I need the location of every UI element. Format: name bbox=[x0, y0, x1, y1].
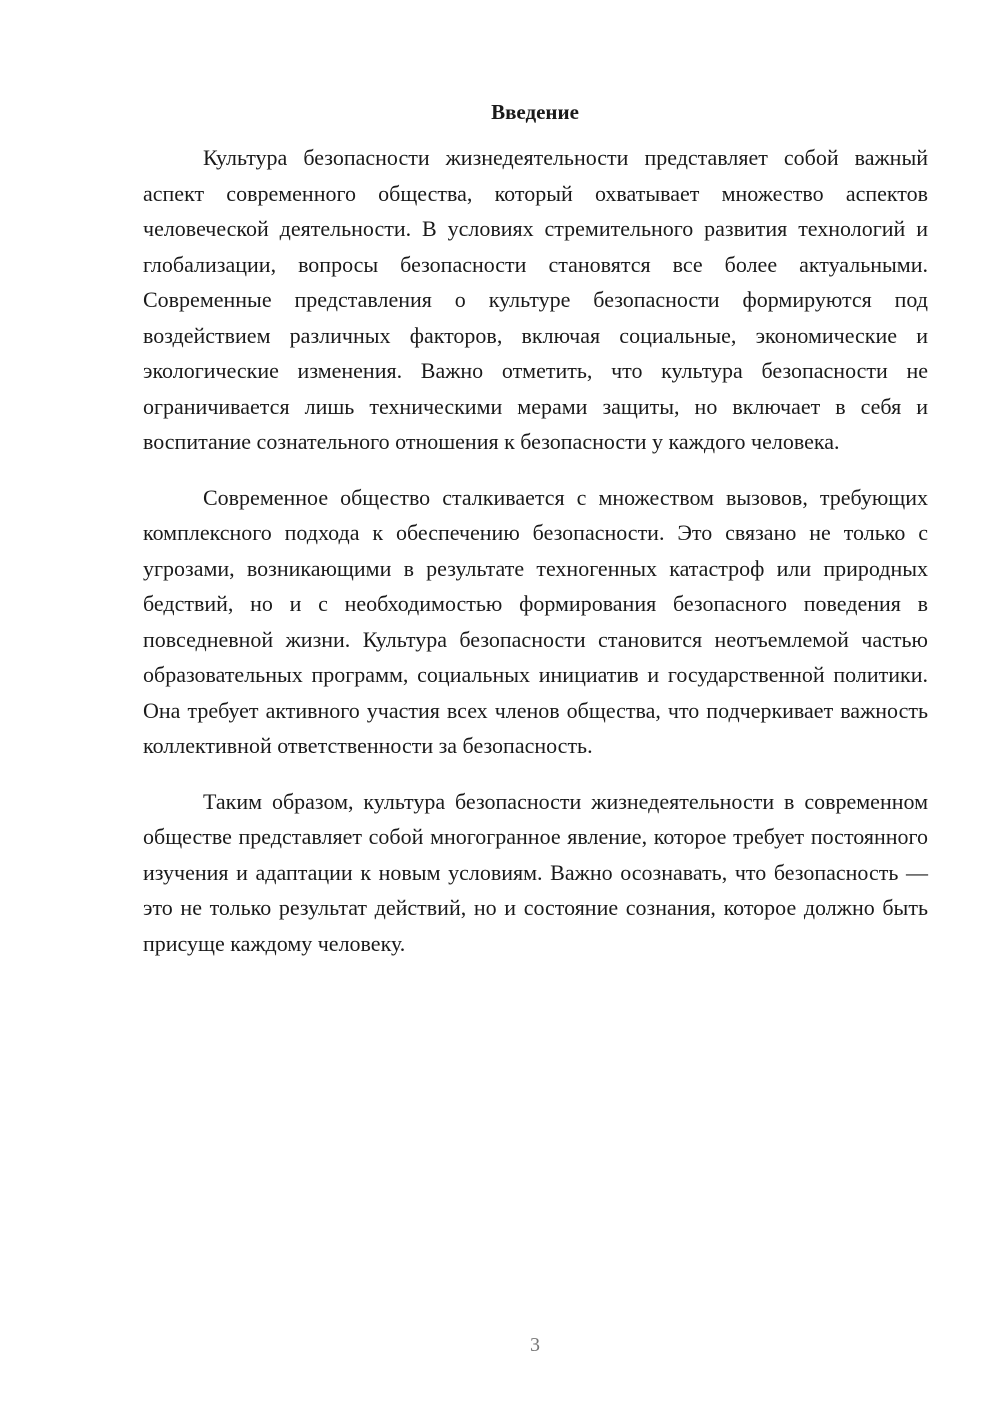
paragraph-1: Культура безопасности жизнедеятельности представляет собой важный аспект современного общества, который охватывает множество аспектов человеческой деятельности. В условиях стремительного развития технологий и глобализации, вопросы безопасности становятся все более актуальными. Современные представления о культуре безопасности формируются под воздействием различных факторов, включая социальные, экономические и экологические изменения. Важно отметить, что культура безопасности не ограничивается лишь техническими мерами защиты, но включает в себя и воспитание сознательного отношения к безопасности у каждого человека. bbox=[143, 145, 928, 454]
paragraph-2: Современное общество сталкивается с множеством вызовов, требующих комплексного подхода к обеспечению безопасности. Это связано не только с угрозами, возникающими в результате техногенных катастроф или природных бедствий, но и с необходимостью формирования безопасного поведения в повседневной жизни. Культура безопасности становится неотъемлемой частью образовательных программ, социальных инициатив и государственной политики. Она требует активного участия всех членов общества, что подчеркивает важность коллективной ответственности за безопасность. bbox=[143, 484, 928, 758]
page-number: 3 bbox=[530, 1334, 540, 1356]
page-title: Введение bbox=[491, 100, 579, 124]
paragraph-3: Таким образом, культура безопасности жизнедеятельности в современном обществе представляет собой многогранное явление, которое требует постоянного изучения и адаптации к новым условиям. Важно осознавать, что безопасность — это не только результат действий, но и состояние сознания, которое должно быть присуще каждому человеку. bbox=[143, 788, 928, 956]
document-body bbox=[143, 140, 928, 981]
